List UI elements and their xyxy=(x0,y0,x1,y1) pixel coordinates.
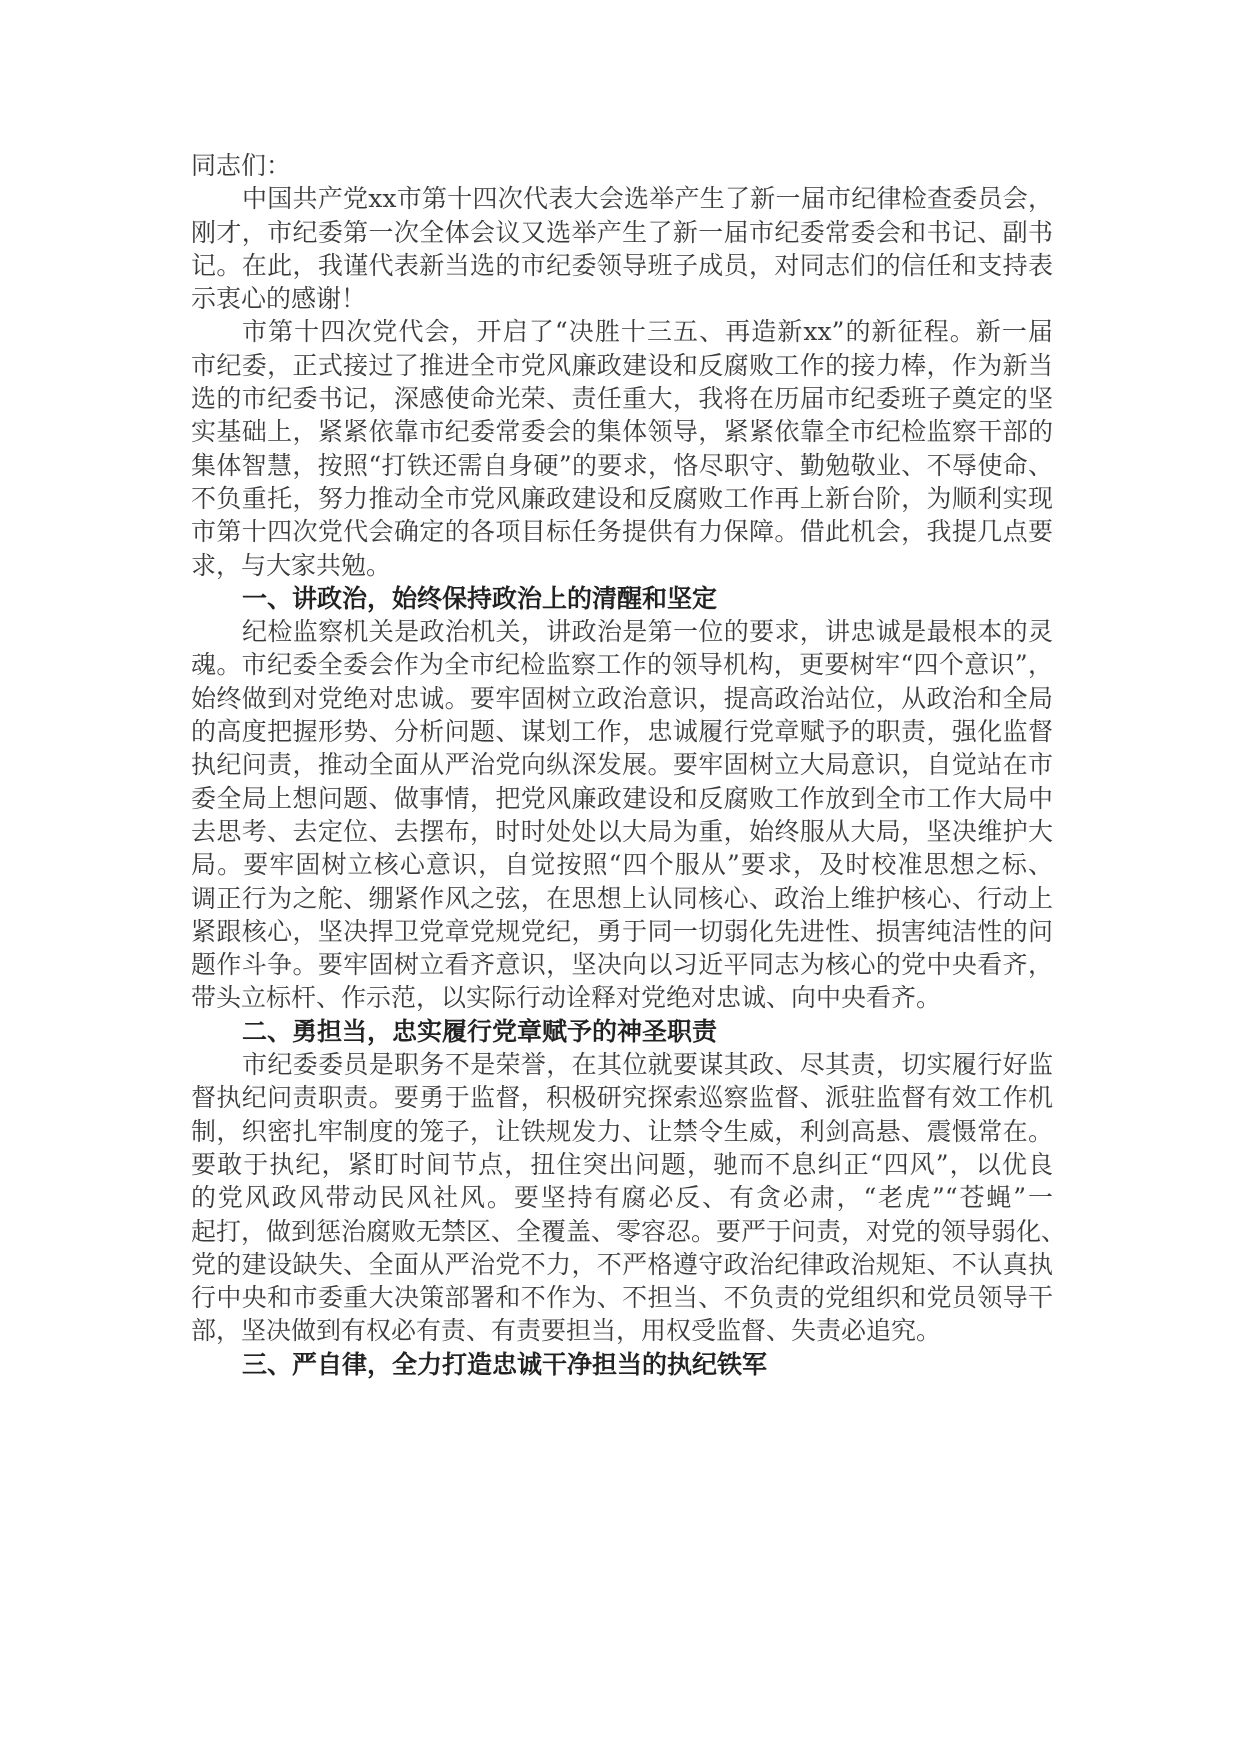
text-line: 党的建设缺失、全面从严治党不力，不严格遵守政治纪律政治规矩、不认真执 xyxy=(191,1249,1053,1279)
text-line: 纪检监察机关是政治机关，讲政治是第一位的要求，讲忠诚是最根本的灵 xyxy=(242,617,1053,647)
text-line: 执纪问责，推动全面从严治党向纵深发展。要牢固树立大局意识，自觉站在市 xyxy=(191,750,1053,780)
text-line: 求，与大家共勉。 xyxy=(191,550,392,580)
paragraph xyxy=(191,315,1053,581)
text-line: 局。要牢固树立核心意识，自觉按照“四个服从”要求，及时校准思想之标、 xyxy=(191,850,1053,880)
text-line: 市第十四次党代会，开启了“决胜十三五、再造新xx”的新征程。新一届 xyxy=(242,317,1053,347)
text-line: 集体智慧，按照“打铁还需自身硬”的要求，恪尽职守、勤勉敬业、不辱使命、 xyxy=(191,450,1053,480)
text-line: 起打，做到惩治腐败无禁区、全覆盖、零容忍。要严于问责，对党的领导弱化、 xyxy=(191,1216,1067,1246)
text-line: 市纪委，正式接过了推进全市党风廉政建设和反腐败工作的接力棒，作为新当 xyxy=(191,350,1053,380)
section-paragraph xyxy=(191,1048,1067,1348)
text-line: 魂。市纪委全委会作为全市纪检监察工作的领导机构，更要树牢“四个意识”， xyxy=(191,650,1053,680)
text-line: 的高度把握形势、分析问题、谋划工作，忠诚履行党章赋予的职责，强化监督 xyxy=(191,717,1053,747)
text-line: 要敢于执纪，紧盯时间节点，扭住突出问题，驰而不息纠正“四风”，以优良 xyxy=(191,1149,1053,1179)
text-line: 带头立标杆、作示范，以实际行动诠释对党绝对忠诚、向中央看齐。 xyxy=(191,983,942,1013)
text-line: 紧跟核心，坚决捍卫党章党规党纪，勇于同一切弱化先进性、损害纯洁性的问 xyxy=(191,916,1053,946)
text-line: 实基础上，紧紧依靠市纪委常委会的集体领导，紧紧依靠全市纪检监察干部的 xyxy=(191,417,1053,447)
text-line: 题作斗争。要牢固树立看齐意识，坚决向以习近平同志为核心的党中央看齐， xyxy=(191,950,1053,980)
section-heading: 二、勇担当，忠实履行党章赋予的神圣职责 xyxy=(242,1016,718,1046)
salutation: 同志们： xyxy=(191,151,292,180)
text-line: 中国共产党xx市第十四次代表大会选举产生了新一届市纪律检查委员会， xyxy=(242,184,1053,214)
section-heading: 一、讲政治，始终保持政治上的清醒和坚定 xyxy=(242,583,718,613)
text-line: 市纪委委员是职务不是荣誉，在其位就要谋其政、尽其责，切实履行好监 xyxy=(242,1050,1053,1080)
text-line: 示衷心的感谢！ xyxy=(191,284,367,314)
text-line: 始终做到对党绝对忠诚。要牢固树立政治意识，提高政治站位，从政治和全局 xyxy=(191,683,1053,713)
text-line: 督执纪问责职责。要勇于监督，积极研究探索巡察监督、派驻监督有效工作机 xyxy=(191,1083,1053,1113)
section-heading: 三、严自律，全力打造忠诚干净担当的执纪铁军 xyxy=(242,1349,768,1379)
text-line: 不负重托，努力推动全市党风廉政建设和反腐败工作再上新台阶，为顺利实现 xyxy=(191,483,1053,513)
text-line: 制，织密扎牢制度的笼子，让铁规发力、让禁令生威，利剑高悬、震慑常在。 xyxy=(191,1116,1053,1146)
document-page xyxy=(191,149,1067,1381)
text-line: 委全局上想问题、做事情，把党风廉政建设和反腐败工作放到全市工作大局中 xyxy=(191,783,1053,813)
text-line: 记。在此，我谨代表新当选的市纪委领导班子成员，对同志们的信任和支持表 xyxy=(191,250,1053,280)
text-line: 去思考、去定位、去摆布，时时处处以大局为重，始终服从大局，坚决维护大 xyxy=(191,816,1053,846)
document-body xyxy=(191,182,1067,1381)
paragraph xyxy=(191,182,1053,315)
text-line: 市第十四次党代会确定的各项目标任务提供有力保障。借此机会，我提几点要 xyxy=(191,517,1053,547)
text-line: 部，坚决做到有权必有责、有责要担当，用权受监督、失责必追究。 xyxy=(191,1316,942,1346)
text-line: 选的市纪委书记，深感使命光荣、责任重大，我将在历届市纪委班子奠定的坚 xyxy=(191,384,1053,414)
section-paragraph xyxy=(191,615,1053,1015)
text-line: 调正行为之舵、绷紧作风之弦，在思想上认同核心、政治上维护核心、行动上 xyxy=(191,883,1053,913)
text-line: 刚才，市纪委第一次全体会议又选举产生了新一届市纪委常委会和书记、副书 xyxy=(191,217,1053,247)
text-line: 的党风政风带动民风社风。要坚持有腐必反、有贪必肃，“老虎”“苍蝇”一 xyxy=(191,1183,1053,1213)
text-line: 行中央和市委重大决策部署和不作为、不担当、不负责的党组织和党员领导干 xyxy=(191,1283,1053,1313)
